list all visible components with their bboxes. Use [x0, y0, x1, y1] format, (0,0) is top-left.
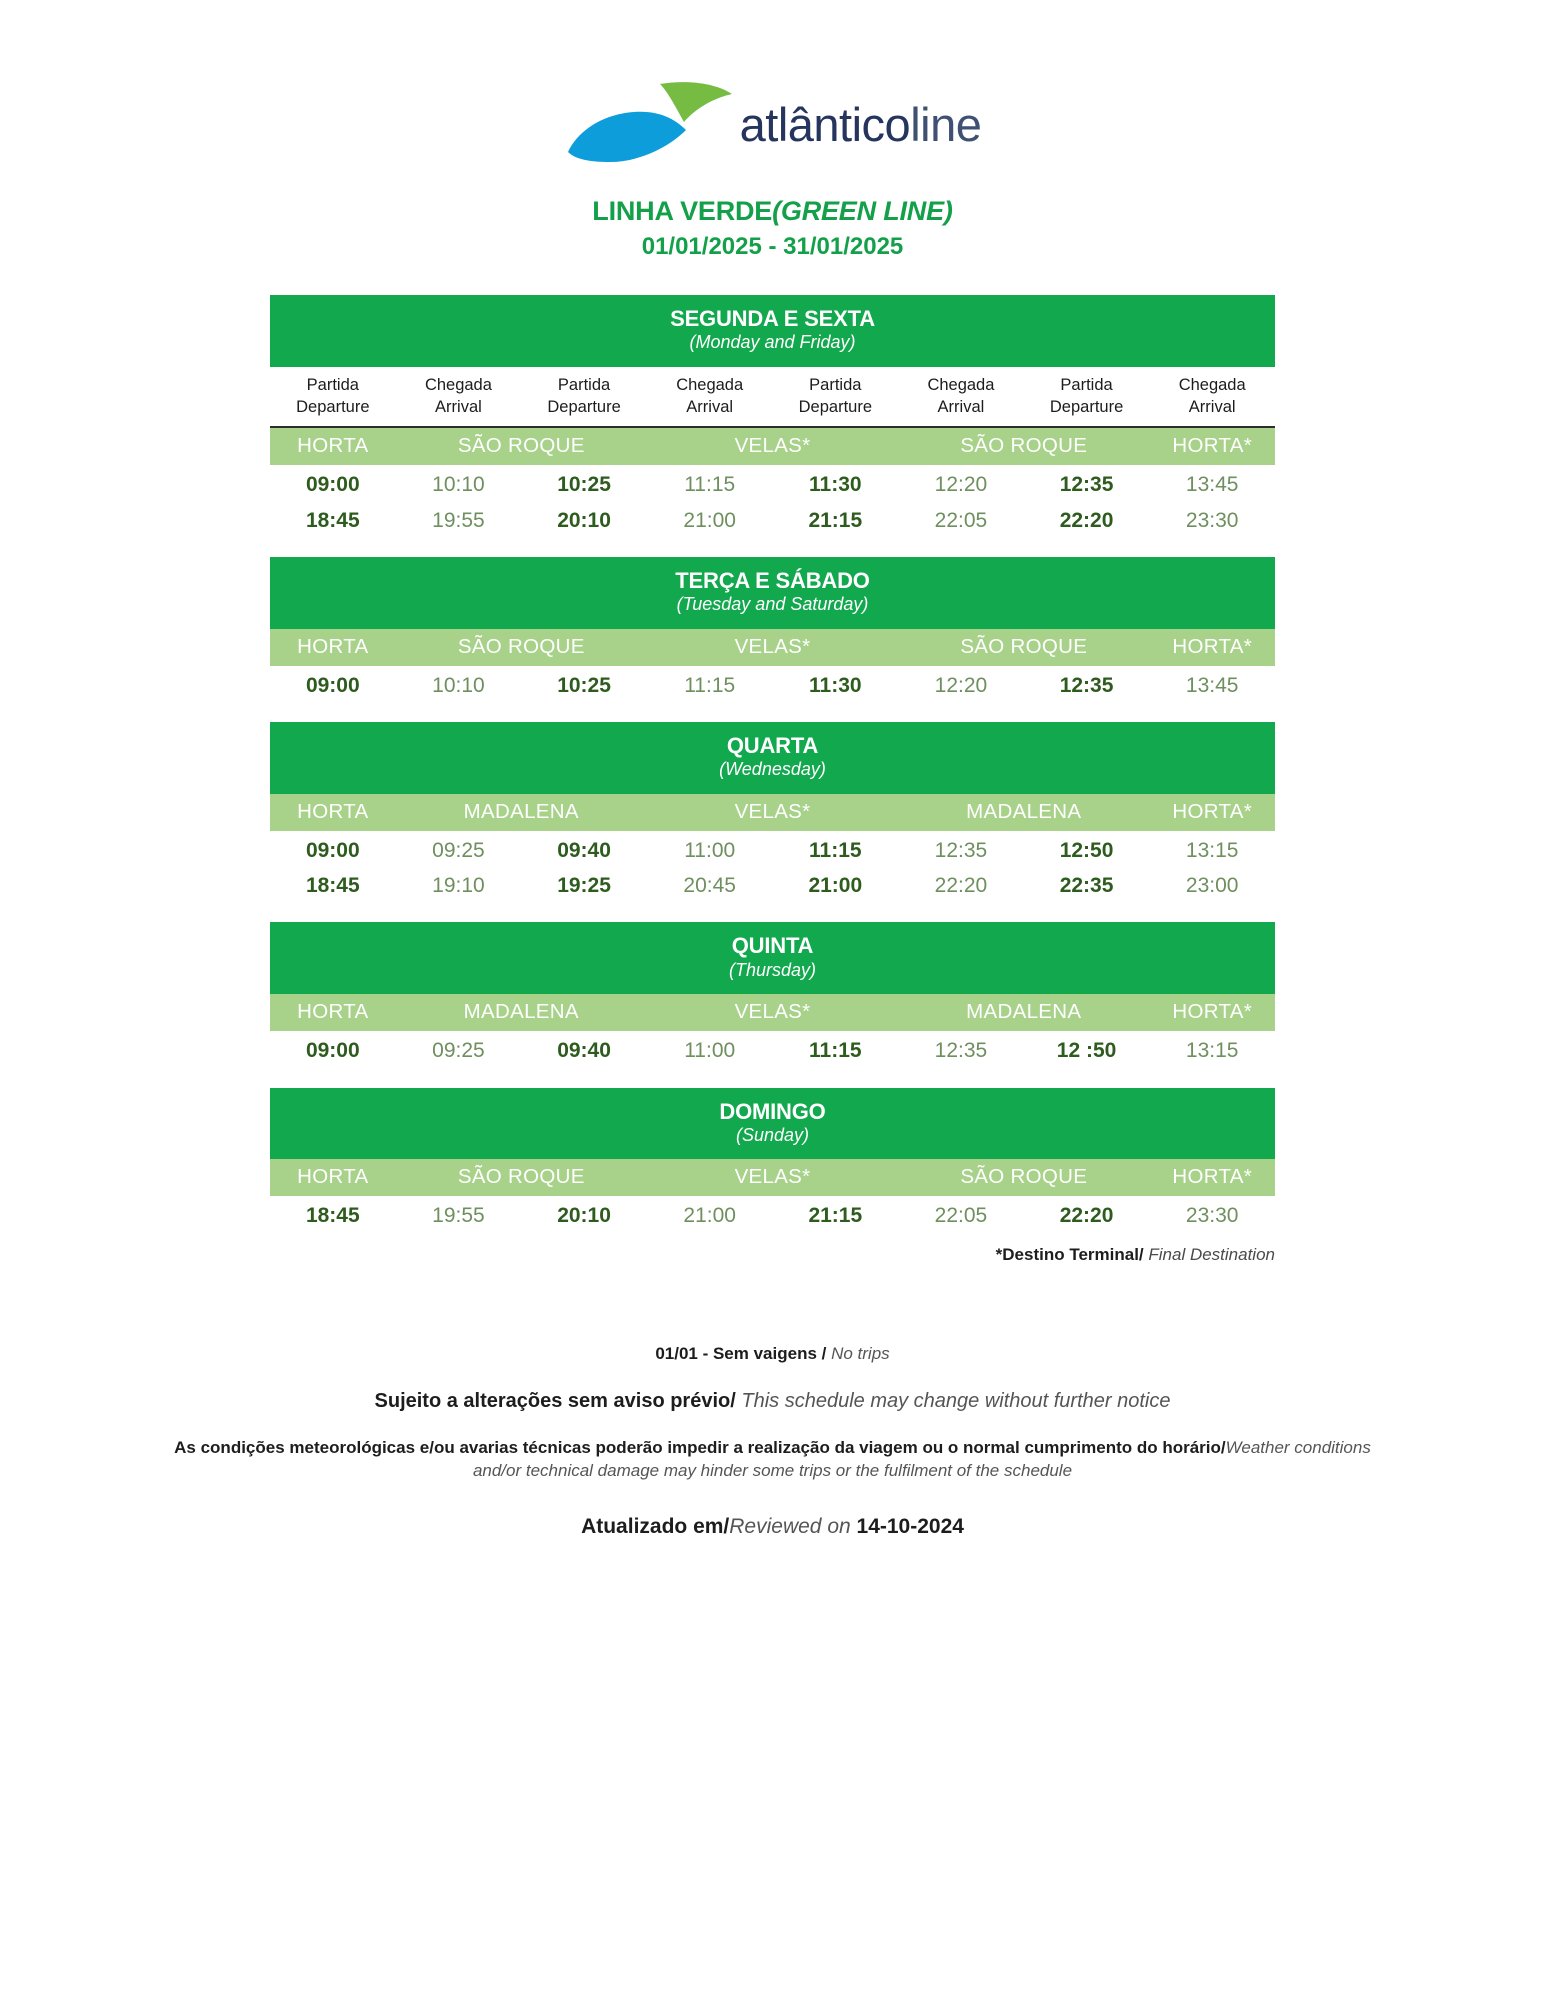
day-title-pt: QUARTA	[726, 733, 819, 759]
column-header: Chegada Arrival	[927, 375, 995, 417]
note-no-trips: 01/01 - Sem vaigens / No trips	[655, 1343, 890, 1363]
time-cell: 10:10	[432, 673, 485, 697]
brand-logo	[0, 60, 1545, 170]
day-title-en: (Monday and Friday)	[689, 332, 856, 353]
time-cell: 22:20	[1059, 508, 1114, 532]
port-label: HORTA	[297, 1000, 369, 1024]
time-cell: 12:50	[1059, 838, 1114, 862]
time-cell: 10:10	[432, 473, 485, 497]
port-row	[270, 994, 1275, 1031]
port-label: HORTA*	[1172, 1165, 1252, 1189]
destination-note-pt: *Destino Terminal/	[995, 1244, 1144, 1264]
time-cell: 22:20	[1059, 1204, 1114, 1228]
time-cell: 22:05	[934, 1204, 988, 1228]
port-row	[270, 428, 1275, 465]
day-band	[270, 557, 1275, 629]
table-row	[270, 1034, 1275, 1069]
column-header: Partida Departure	[547, 375, 621, 417]
time-cell: 21:00	[808, 874, 863, 898]
time-cell: 09:40	[557, 838, 611, 862]
time-cell: 09:00	[305, 673, 360, 697]
time-cell: 12:35	[1059, 473, 1114, 497]
time-cell: 23:30	[1185, 508, 1239, 532]
port-label: MADALENA	[463, 1000, 579, 1024]
port-label: MADALENA	[463, 799, 579, 823]
time-cell: 11:15	[809, 838, 862, 862]
day-band	[270, 722, 1275, 794]
port-label: VELAS*	[734, 1165, 811, 1189]
schedule-block-monday-friday	[270, 295, 1275, 543]
port-label: HORTA	[297, 1165, 369, 1189]
port-label: VELAS*	[734, 1000, 811, 1024]
time-cell: 09:00	[305, 838, 360, 862]
table-row	[270, 869, 1275, 904]
port-label: SÃO ROQUE	[960, 634, 1088, 658]
port-label: MADALENA	[966, 1000, 1082, 1024]
time-cell: 23:00	[1185, 874, 1239, 898]
validity-date-range: 01/01/2025 - 31/01/2025	[641, 233, 904, 260]
line-title-pt: LINHA VERDE	[592, 196, 773, 226]
day-title-en: (Sunday)	[735, 1124, 810, 1145]
logo-word-line: line	[910, 97, 982, 151]
time-cell: 12:35	[934, 1039, 988, 1063]
time-cell: 21:00	[683, 1204, 736, 1228]
time-cell: 11:30	[809, 473, 862, 497]
day-title-pt: DOMINGO	[719, 1098, 826, 1124]
time-cell: 22:20	[934, 874, 988, 898]
column-header: Partida Departure	[1049, 375, 1124, 417]
time-cell: 20:10	[557, 508, 611, 532]
port-label: VELAS*	[734, 434, 811, 458]
destination-note-en: Final Destination	[1148, 1244, 1275, 1264]
time-cell: 13:45	[1185, 473, 1239, 497]
port-label: VELAS*	[734, 634, 811, 658]
day-title-pt: TERÇA E SÁBADO	[675, 567, 870, 593]
time-cell: 09:00	[305, 1039, 360, 1063]
time-cell: 21:15	[808, 1204, 863, 1228]
port-label: HORTA*	[1172, 634, 1252, 658]
time-cell: 21:00	[683, 508, 736, 532]
footer-notes	[158, 1343, 1388, 1541]
time-cell: 09:25	[432, 1039, 485, 1063]
table-row	[270, 504, 1275, 539]
time-cell: 11:00	[684, 1039, 736, 1063]
time-cell: 11:30	[809, 673, 862, 697]
column-header: Chegada Arrival	[1178, 375, 1246, 417]
time-cell: 11:15	[809, 1039, 862, 1063]
time-cell: 13:45	[1185, 673, 1239, 697]
table-row	[270, 834, 1275, 869]
time-cell: 09:40	[557, 1039, 611, 1063]
time-cell: 18:45	[305, 508, 360, 532]
day-title-en: (Thursday)	[728, 959, 817, 980]
table-row	[270, 1199, 1275, 1234]
port-label: MADALENA	[966, 799, 1082, 823]
port-row	[270, 1159, 1275, 1196]
port-label: HORTA*	[1172, 799, 1252, 823]
time-cell: 11:15	[684, 673, 736, 697]
column-header: Chegada Arrival	[424, 375, 492, 417]
time-cell: 12 :50	[1056, 1039, 1117, 1063]
port-label: HORTA*	[1172, 434, 1252, 458]
table-row	[270, 468, 1275, 503]
day-band	[270, 1088, 1275, 1160]
schedule-block-thursday	[270, 922, 1275, 1073]
port-label: SÃO ROQUE	[457, 634, 585, 658]
note-subject-to-change: Sujeito a alterações sem aviso prévio/ This schedule may change without further notice	[374, 1389, 1171, 1412]
port-label: SÃO ROQUE	[960, 1165, 1088, 1189]
time-cell: 12:20	[934, 473, 988, 497]
time-cell: 19:55	[432, 1204, 485, 1228]
time-cell: 21:15	[808, 508, 863, 532]
reviewed-date: 14-10-2024	[856, 1514, 964, 1538]
time-cell: 20:45	[683, 874, 736, 898]
time-cell: 12:35	[1059, 673, 1114, 697]
time-cell: 19:25	[557, 874, 611, 898]
schedule-block-sunday	[270, 1088, 1275, 1239]
time-cell: 13:15	[1185, 1039, 1239, 1063]
time-cell: 13:15	[1185, 838, 1239, 862]
time-cell: 12:20	[934, 673, 988, 697]
port-label: SÃO ROQUE	[960, 434, 1088, 458]
note-reviewed-on: Atualizado em/Reviewed on 14-10-2024	[581, 1514, 964, 1538]
column-header: Partida Departure	[798, 375, 872, 417]
time-cell: 10:25	[557, 473, 611, 497]
time-cell: 11:00	[684, 838, 736, 862]
port-label: SÃO ROQUE	[457, 1165, 585, 1189]
time-cell: 22:05	[934, 508, 988, 532]
port-row	[270, 629, 1275, 666]
time-cell: 09:00	[305, 473, 360, 497]
day-band	[270, 295, 1275, 367]
port-label: SÃO ROQUE	[457, 434, 585, 458]
day-title-en: (Tuesday and Saturday)	[676, 594, 869, 615]
time-cell: 09:25	[432, 838, 485, 862]
time-cell: 18:45	[305, 874, 360, 898]
time-cell: 10:25	[557, 673, 611, 697]
port-label: HORTA	[297, 434, 369, 458]
time-cell: 12:35	[934, 838, 988, 862]
port-row	[270, 794, 1275, 831]
page-title	[0, 196, 1545, 261]
column-headers	[270, 367, 1275, 429]
port-label: HORTA	[297, 634, 369, 658]
day-title-pt: QUINTA	[731, 933, 814, 959]
atlantico-line-swoosh-icon	[564, 78, 734, 170]
day-title-pt: SEGUNDA E SEXTA	[670, 306, 875, 331]
final-destination-note	[270, 1245, 1275, 1265]
note-weather-conditions: As condições meteorológicas e/ou avarias técnicas poderão impedir a realização da viagem ou o normal cumprimento do horário/Weather conditions and/or technical damage may hinder some trips or the fulfilment of the schedule	[174, 1437, 1371, 1480]
schedule-block-tuesday-saturday	[270, 557, 1275, 708]
line-title-en: (GREEN LINE)	[772, 196, 953, 226]
day-title-en: (Wednesday)	[719, 759, 826, 780]
column-header: Chegada Arrival	[676, 375, 744, 417]
time-cell: 22:35	[1059, 874, 1114, 898]
schedule-block-wednesday	[270, 722, 1275, 908]
day-band	[270, 922, 1275, 994]
time-cell: 19:55	[432, 508, 485, 532]
schedule-table	[270, 295, 1275, 1239]
time-cell: 19:10	[432, 874, 485, 898]
table-row	[270, 669, 1275, 704]
port-label: HORTA*	[1172, 1000, 1252, 1024]
time-cell: 18:45	[305, 1204, 360, 1228]
port-label: HORTA	[297, 799, 369, 823]
logo-word-atlantico: atlântico	[739, 97, 911, 151]
time-cell: 20:10	[557, 1204, 611, 1228]
time-cell: 23:30	[1185, 1204, 1239, 1228]
port-label: VELAS*	[734, 799, 811, 823]
time-cell: 11:15	[684, 473, 736, 497]
column-header: Partida Departure	[296, 375, 370, 417]
